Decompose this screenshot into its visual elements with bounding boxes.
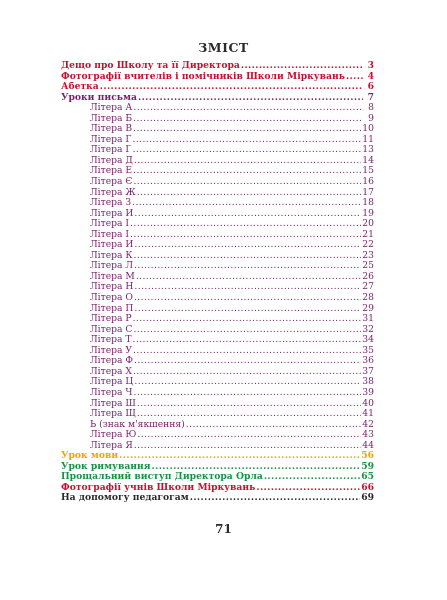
toc-entry-page: 3 (367, 61, 374, 71)
toc-entry-label: Літера Ф (90, 356, 134, 367)
toc-entry-page: 35 (362, 345, 374, 356)
toc-entry-label: Літера О (90, 293, 133, 304)
toc-entry (61, 346, 374, 357)
toc-dot-leader (134, 240, 361, 251)
toc-entry-page: 66 (361, 482, 374, 493)
toc-entry-label: Літера Ґ (90, 145, 132, 156)
toc-entry-label: Літера И (90, 208, 134, 219)
toc-dot-leader (134, 377, 361, 388)
toc-entry-page: 7 (367, 92, 374, 103)
toc-entry-label: Уроки письма (61, 92, 137, 103)
toc-entry (61, 335, 374, 346)
table-of-contents (61, 61, 374, 504)
toc-entry-label: Дещо про Школу та її Директора (61, 61, 240, 71)
toc-dot-leader (190, 493, 360, 504)
toc-dot-leader (133, 314, 362, 325)
toc-entry-page: 23 (362, 250, 374, 261)
toc-entry-label: Літера У (90, 345, 133, 356)
toc-entry (61, 219, 374, 230)
toc-entry (61, 82, 374, 93)
toc-dot-leader (134, 261, 361, 272)
toc-entry-label: Абетка (61, 82, 99, 93)
toc-entry-page: 37 (362, 366, 374, 377)
toc-entry (61, 483, 374, 494)
toc-entry-label: Літера В (90, 124, 133, 135)
toc-dot-leader (137, 409, 361, 420)
toc-dot-leader (134, 304, 361, 315)
toc-entry-label: Урок римування (61, 461, 151, 472)
toc-entry-page: 11 (362, 134, 374, 145)
toc-dot-leader (152, 462, 361, 473)
toc-dot-leader (134, 251, 362, 262)
toc-entry-page: 21 (362, 229, 374, 240)
toc-entry (61, 209, 374, 220)
toc-entry (61, 472, 374, 483)
toc-entry-label: Літера Ш (90, 398, 136, 409)
toc-entry-label: Літера Г (90, 134, 132, 145)
toc-entry (61, 198, 374, 209)
toc-entry-page: 59 (361, 461, 374, 472)
toc-entry-label: На допомогу педагогам (61, 493, 189, 504)
toc-dot-leader (134, 388, 362, 399)
toc-entry (61, 230, 374, 241)
toc-entry (61, 93, 374, 104)
toc-entry (61, 451, 374, 462)
toc-dot-leader (264, 472, 360, 483)
toc-dot-leader (138, 93, 363, 104)
toc-dot-leader (130, 230, 361, 241)
toc-entry-page: 22 (362, 240, 374, 251)
toc-entry-page: 14 (362, 155, 374, 166)
toc-entry-label: Літера І (90, 219, 130, 230)
toc-entry (61, 72, 374, 83)
toc-dot-leader (133, 367, 361, 378)
toc-entry-label: Літера П (90, 303, 134, 314)
toc-entry-page: 16 (362, 177, 374, 188)
toc-entry-label: Літера Д (90, 155, 133, 166)
toc-entry (61, 103, 374, 114)
toc-entry-label: Літера Й (90, 240, 134, 251)
toc-entry-label: Урок мови (61, 451, 119, 462)
toc-dot-leader (132, 198, 361, 209)
toc-entry-label: Літера Б (90, 113, 133, 124)
toc-dot-leader (134, 209, 361, 220)
toc-entry-page: 44 (362, 440, 374, 451)
toc-entry-page: 42 (362, 419, 374, 430)
toc-entry-page: 36 (362, 356, 374, 367)
toc-entry (61, 114, 374, 125)
toc-entry-label: Літера Н (90, 282, 134, 293)
toc-entry-page: 20 (362, 219, 374, 230)
toc-entry (61, 304, 374, 315)
toc-entry (61, 61, 374, 72)
toc-entry-page: 56 (361, 451, 374, 462)
toc-entry-label: Літера Ч (90, 387, 133, 398)
toc-entry-page: 25 (362, 261, 374, 272)
toc-entry (61, 367, 374, 378)
toc-entry (61, 261, 374, 272)
toc-entry (61, 124, 374, 135)
toc-dot-leader (133, 145, 362, 156)
toc-entry-page: 41 (362, 409, 374, 420)
toc-entry (61, 441, 374, 452)
toc-entry-page: 38 (362, 377, 374, 388)
toc-dot-leader (133, 346, 361, 357)
toc-entry (61, 156, 374, 167)
toc-entry (61, 356, 374, 367)
toc-entry (61, 282, 374, 293)
toc-dot-leader (256, 483, 360, 494)
toc-entry-label: Літера Ю (90, 430, 137, 441)
toc-entry-label: Фотографії учнів Школи Міркувань (61, 482, 256, 493)
toc-dot-leader (134, 156, 361, 167)
toc-dot-leader (134, 356, 361, 367)
toc-dot-leader (119, 451, 360, 462)
toc-dot-leader (241, 61, 363, 72)
toc-dot-leader (134, 282, 361, 293)
toc-entry-label: Літера М (90, 271, 135, 282)
toc-entry (61, 420, 374, 431)
toc-entry-label: Літера А (90, 103, 133, 114)
toc-entry-page: 13 (362, 145, 374, 156)
toc-entry-page: 69 (361, 493, 374, 504)
toc-dot-leader (134, 441, 361, 452)
toc-dot-leader (133, 114, 363, 125)
toc-entry-label: Ь (знак м'якшення) (90, 419, 185, 430)
toc-dot-leader (133, 335, 362, 346)
toc-entry (61, 399, 374, 410)
toc-entry (61, 135, 374, 146)
toc-entry-page: 65 (361, 472, 374, 483)
toc-entry-label: Літера Х (90, 366, 132, 377)
toc-dot-leader (100, 82, 363, 93)
toc-dot-leader (133, 103, 363, 114)
toc-entry (61, 377, 374, 388)
toc-entry (61, 188, 374, 199)
toc-entry (61, 388, 374, 399)
toc-entry-page: 27 (362, 282, 374, 293)
toc-dot-leader (137, 188, 362, 199)
toc-entry (61, 493, 374, 504)
toc-dot-leader (130, 219, 361, 230)
toc-entry-label: Літера Р (90, 314, 132, 325)
toc-entry-page: 15 (362, 166, 374, 177)
toc-dot-leader (133, 124, 361, 135)
toc-entry (61, 462, 374, 473)
toc-entry-page: 43 (362, 430, 374, 441)
toc-entry-label: Літера Щ (90, 409, 136, 420)
toc-dot-leader (133, 177, 361, 188)
toc-entry-label: Фотографії вчителів і помічників Школи Міркувань (61, 71, 345, 82)
toc-entry-label: Літера Ц (90, 377, 134, 388)
toc-entry-label: Літера З (90, 198, 132, 209)
toc-entry-page: 28 (362, 293, 374, 304)
toc-entry-label: Прощальний виступ Директора Орла (61, 472, 263, 483)
toc-entry (61, 272, 374, 283)
toc-dot-leader (136, 272, 361, 283)
page-number: 71 (215, 522, 232, 536)
toc-dot-leader (346, 72, 363, 83)
toc-entry-page: 8 (368, 103, 374, 114)
toc-entry (61, 325, 374, 336)
toc-entry-page: 39 (362, 387, 374, 398)
toc-entry-page: 40 (362, 398, 374, 409)
toc-entry-label: Літера Л (90, 261, 134, 272)
page-title: ЗМІСТ (198, 40, 249, 55)
toc-entry-page: 32 (362, 324, 374, 335)
toc-entry-label: Літера Я (90, 440, 133, 451)
toc-entry-page: 31 (362, 314, 374, 325)
toc-entry-page: 26 (362, 271, 374, 282)
toc-entry (61, 240, 374, 251)
toc-entry (61, 251, 374, 262)
toc-entry-page: 34 (362, 335, 374, 346)
toc-entry-page: 4 (367, 71, 374, 82)
toc-dot-leader (133, 166, 361, 177)
toc-entry-page: 18 (362, 198, 374, 209)
toc-entry-label: Літера Е (90, 166, 133, 177)
toc-entry (61, 314, 374, 325)
toc-dot-leader (134, 293, 361, 304)
toc-entry-page: 10 (362, 124, 374, 135)
toc-entry (61, 293, 374, 304)
toc-entry (61, 166, 374, 177)
toc-entry-label: Літера Т (90, 335, 132, 346)
toc-entry (61, 409, 374, 420)
toc-entry-page: 17 (362, 187, 374, 198)
toc-entry-page: 19 (362, 208, 374, 219)
toc-entry-label: Літера Ж (90, 187, 136, 198)
toc-entry-label: Літера К (90, 250, 133, 261)
toc-entry (61, 430, 374, 441)
toc-dot-leader (137, 430, 361, 441)
toc-entry-label: Літера Ї (90, 229, 130, 240)
toc-entry-label: Літера Є (90, 177, 133, 188)
toc-entry (61, 177, 374, 188)
toc-entry-page: 9 (368, 113, 374, 124)
toc-dot-leader (186, 420, 362, 431)
toc-entry-label: Літера С (90, 324, 133, 335)
toc-dot-leader (133, 135, 362, 146)
toc-dot-leader (133, 325, 361, 336)
toc-dot-leader (137, 399, 361, 410)
toc-entry (61, 145, 374, 156)
toc-entry-page: 29 (362, 303, 374, 314)
toc-entry-page: 6 (367, 82, 374, 93)
